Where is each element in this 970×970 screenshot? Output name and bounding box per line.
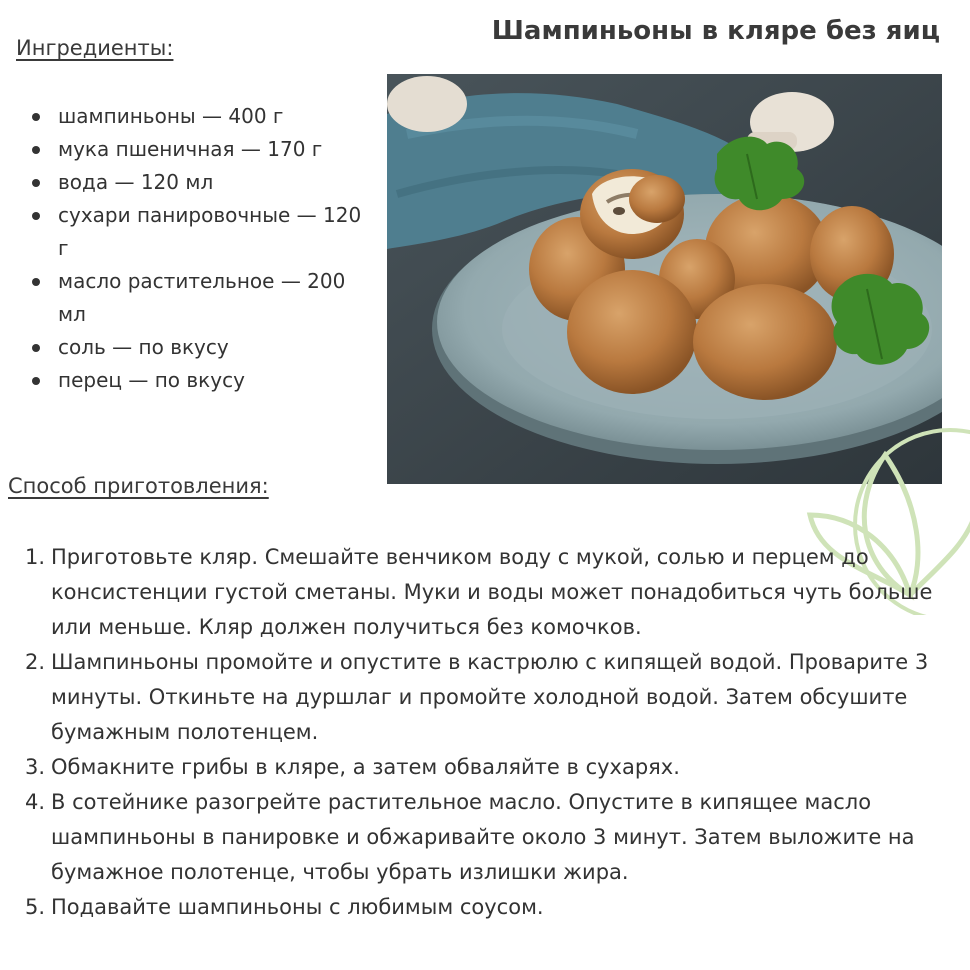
steps-list bbox=[25, 540, 950, 925]
ingredients-heading: Ингредиенты: bbox=[16, 36, 174, 60]
ingredient-item: вода — 120 мл bbox=[28, 166, 368, 199]
step-text: Обмакните грибы в кляре, а затем обваляйте в сухарях. bbox=[51, 755, 680, 779]
ingredient-item: сухари панировочные — 120 г bbox=[28, 199, 368, 265]
step-text: Подавайте шампиньоны с любимым соусом. bbox=[51, 895, 544, 919]
ingredient-item: соль — по вкусу bbox=[28, 331, 368, 364]
ingredient-item: перец — по вкусу bbox=[28, 364, 368, 397]
ingredient-item: масло растительное — 200 мл bbox=[28, 265, 368, 331]
ingredient-item: шампиньоны — 400 г bbox=[28, 100, 368, 133]
step-item bbox=[25, 645, 950, 750]
step-item bbox=[25, 750, 950, 785]
step-text: Приготовьте кляр. Смешайте венчиком воду с мукой, солью и перцем до консистенции густой сметаны. Муки и воды может понадобиться чуть больше или меньше. Кляр должен получиться без комочков. bbox=[51, 545, 933, 639]
recipe-title: Шампиньоны в кляре без яиц bbox=[491, 16, 940, 46]
ingredients-list bbox=[28, 100, 368, 397]
step-number: 5. bbox=[25, 895, 46, 919]
step-text: Шампиньоны промойте и опустите в кастрюлю с кипящей водой. Проварите 3 минуты. Откиньте на дуршлаг и промойте холодной водой. Затем обсушите бумажным полотенцем. bbox=[51, 650, 929, 744]
step-number: 2. bbox=[25, 650, 46, 674]
step-number: 1. bbox=[25, 545, 46, 569]
step-item bbox=[25, 890, 950, 925]
step-number: 4. bbox=[25, 790, 46, 814]
step-item bbox=[25, 540, 950, 645]
step-item bbox=[25, 785, 950, 890]
step-text: В сотейнике разогрейте растительное масло. Опустите в кипящее масло шампиньоны в панировке и обжаривайте около 3 минут. Затем выложите на бумажное полотенце, чтобы убрать излишки жира. bbox=[51, 790, 915, 884]
ingredient-item: мука пшеничная — 170 г bbox=[28, 133, 368, 166]
method-heading: Способ приготовления: bbox=[8, 474, 269, 498]
step-number: 3. bbox=[25, 755, 46, 779]
